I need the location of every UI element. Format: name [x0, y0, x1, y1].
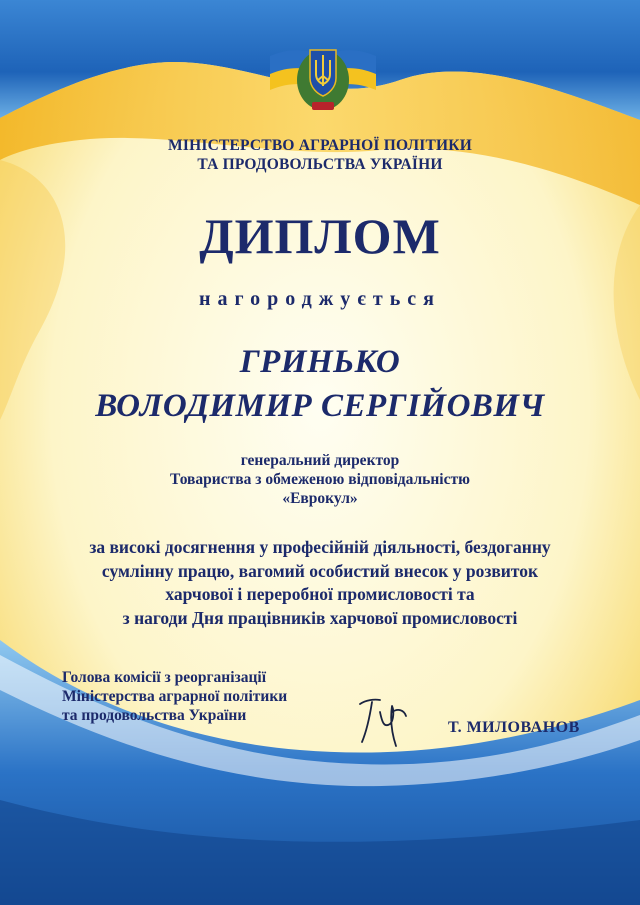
- recipient-name: [0, 340, 640, 428]
- position-line: Товариства з обмеженою відповідальністю: [170, 471, 470, 488]
- recipient-surname: ГРИНЬКО: [239, 344, 401, 380]
- reason-line: харчової і переробної промисловості та: [165, 584, 475, 604]
- recipient-given-names: ВОЛОДИМИР СЕРГІЙОВИЧ: [95, 388, 545, 424]
- position-line: генеральний директор: [240, 452, 400, 469]
- signatory-title-line: та продовольства України: [62, 707, 247, 724]
- handwritten-signature-icon: [352, 690, 412, 750]
- signatory-title: [62, 668, 287, 725]
- signatory-title-line: Міністерства аграрної політики: [62, 688, 288, 705]
- award-reason: [0, 536, 640, 630]
- ministry-line: МІНІСТЕРСТВО АГРАРНОЇ ПОЛІТИКИ: [168, 137, 472, 154]
- signatory-name: Т. МИЛОВАНОВ: [448, 719, 580, 736]
- ministry-name: [0, 136, 640, 174]
- position-line: «Еврокул»: [282, 490, 358, 507]
- coat-of-arms-trident-icon: [268, 28, 378, 118]
- diploma-title: ДИПЛОМ: [199, 208, 441, 264]
- reason-line: сумлінну працю, вагомий особистий внесок у розвиток: [101, 560, 539, 581]
- ministry-line: ТА ПРОДОВОЛЬСТВА УКРАЇНИ: [197, 156, 443, 173]
- reason-line: за високі досягнення у професійній діяльності, бездоганну: [89, 537, 551, 557]
- reason-line: з нагоди Дня працівників харчової промисловості: [122, 607, 518, 628]
- recipient-position: [0, 451, 640, 508]
- signatory-title-line: Голова комісії з реорганізації: [62, 669, 267, 686]
- awarded-label: нагороджується: [198, 288, 441, 310]
